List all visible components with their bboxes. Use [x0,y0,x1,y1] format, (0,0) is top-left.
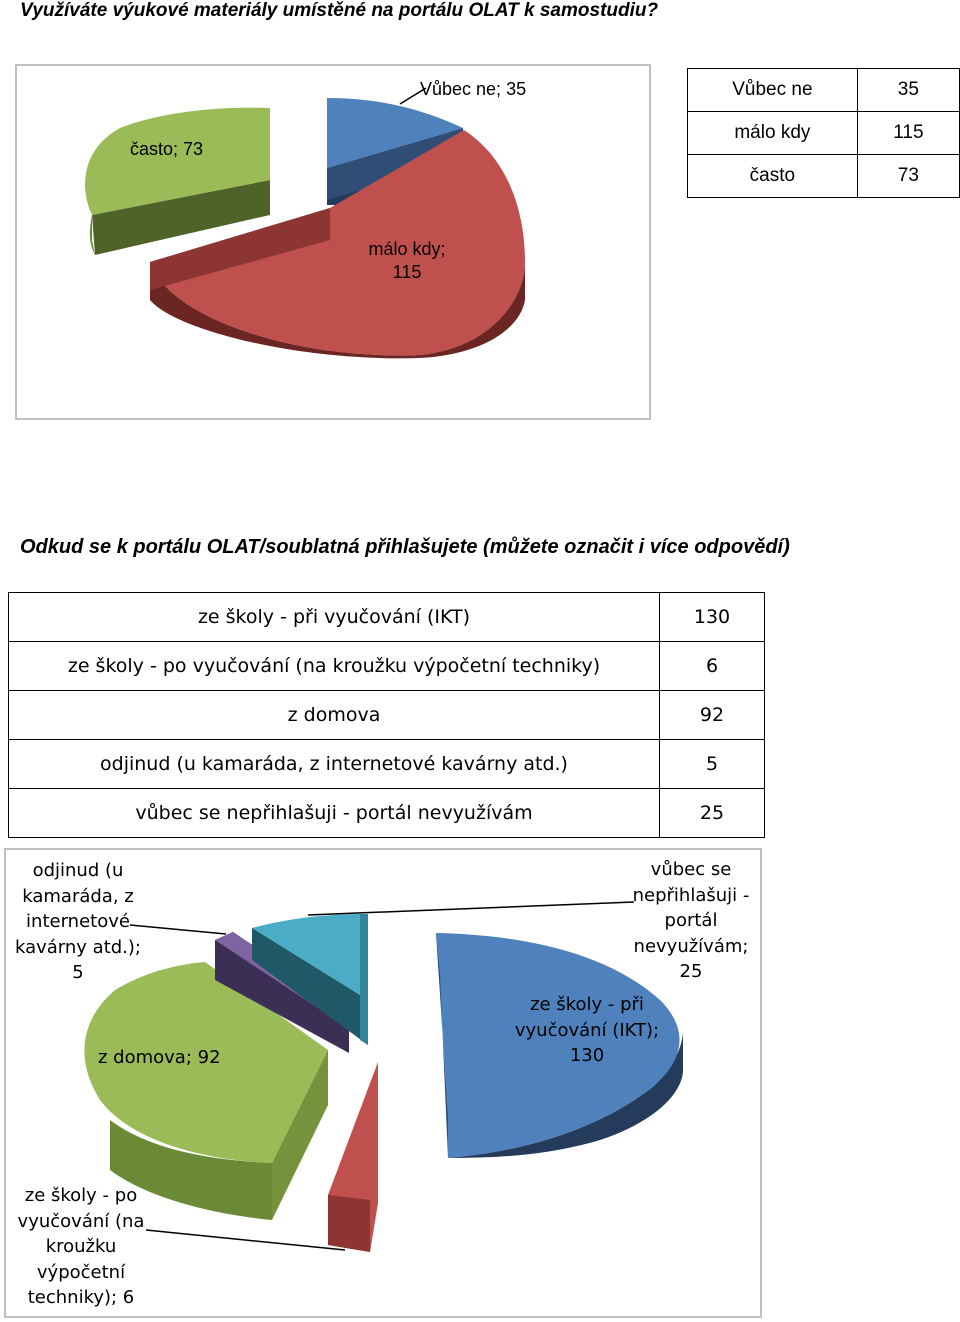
table-cell-label: málo kdy [688,112,858,155]
q2-title: Odkud se k portálu OLAT/soublatná přihlašujete (můžete označit i více odpovědí) [20,536,790,558]
label-line: techniky); 6 [27,1287,135,1309]
label-line: portál [664,910,718,932]
q1-data-table [687,68,960,198]
table-row [9,789,765,838]
table-row [9,740,765,789]
label-line: 25 [679,961,703,983]
q2-label-krouzek [16,1183,146,1311]
label-line: vůbec se [650,859,732,880]
table-row [688,112,960,155]
q1-label-malo-kdy [362,238,452,283]
q1-label-malo-kdy-line2: 115 [392,261,422,282]
table-row [688,69,960,112]
label-line: nepřihlašuji - [632,884,750,906]
table-cell-value: 25 [660,789,765,838]
label-line: nevyužívám; [633,935,749,957]
table-cell-value: 73 [857,155,959,198]
label-line: internetové [26,911,130,933]
q2-data-table [8,592,765,838]
q2-label-domov: z domova; 92 [98,1047,221,1068]
label-line: ze školy - po [24,1185,138,1206]
label-line: kamaráda, z [22,885,134,907]
table-cell-label: ze školy - při vyučování (IKT) [9,593,660,642]
table-cell-value: 130 [660,593,765,642]
label-line: kroužku [45,1236,117,1258]
q1-label-casto: často; 73 [130,139,204,159]
q1-title: Využíváte výukové materiály umístěné na portálu OLAT k samostudiu? [20,0,659,21]
table-cell-label: z domova [9,691,660,740]
label-line: odjinud (u [32,860,124,881]
q1-slice-casto [85,108,270,255]
table-cell-value: 5 [660,740,765,789]
table-cell-value: 115 [857,112,959,155]
q1-label-malo-kdy-line1: málo kdy; [368,239,446,259]
table-cell-label: vůbec se nepřihlašuji - portál nevyužívám [9,789,660,838]
table-cell-label: často [688,155,858,198]
table-row [9,642,765,691]
table-row [688,155,960,198]
label-line: vyučování (IKT); [514,1019,660,1041]
table-cell-label: Vůbec ne [688,69,858,112]
label-line: vyučování (na [17,1210,145,1232]
table-cell-label: odjinud (u kamaráda, z internetové kavárny atd.) [9,740,660,789]
table-cell-value: 92 [660,691,765,740]
label-line: 130 [569,1045,605,1067]
q2-label-odjinud [8,858,148,986]
label-line: kavárny atd.); 5 [14,936,141,984]
label-line: ze školy - při [530,994,644,1015]
table-row [9,691,765,740]
q2-label-ikt [512,992,662,1069]
q1-label-vubec-ne: Vůbec ne; 35 [420,79,527,99]
table-cell-value: 6 [660,642,765,691]
table-cell-value: 35 [857,69,959,112]
table-cell-label: ze školy - po vyučování (na kroužku výpočetní techniky) [9,642,660,691]
q2-label-nevyuziva [630,857,752,985]
table-row [9,593,765,642]
label-line: výpočetní [36,1261,126,1283]
